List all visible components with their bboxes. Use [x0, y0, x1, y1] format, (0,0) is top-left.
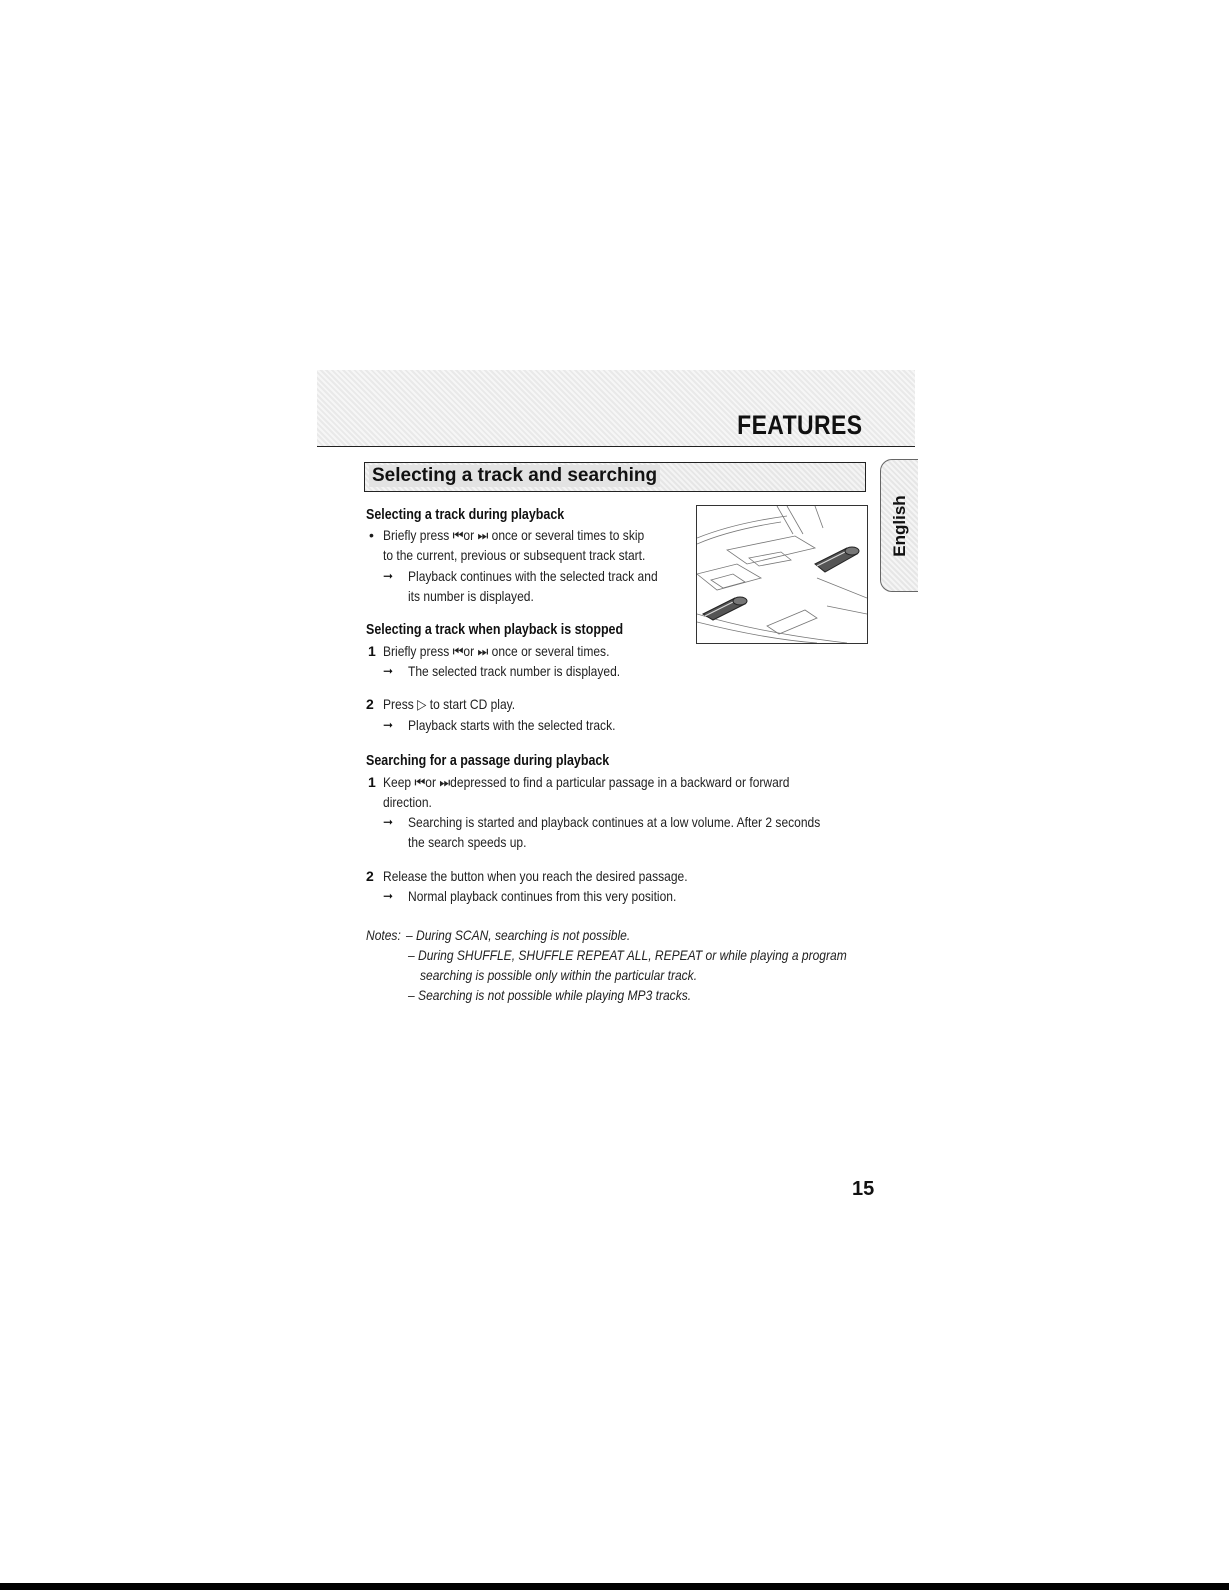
step-text: Briefly press ⏮or ⏭ once or several times. [383, 643, 610, 659]
subsection-heading-3: Searching for a passage during playback [366, 753, 610, 769]
page-title: FEATURES [737, 410, 863, 440]
language-tab-label: English [889, 494, 909, 557]
result-text-line2: its number is displayed. [408, 588, 534, 604]
result-arrow-icon: ➞ [383, 889, 394, 903]
step-number: 2 [366, 696, 374, 712]
step-number: 2 [366, 868, 374, 884]
player-buttons-illustration [696, 505, 868, 644]
step-text: Press ▷ to start CD play. [383, 696, 516, 712]
note-line: – During SCAN, searching is not possible. [406, 927, 631, 943]
bottom-bar [0, 1583, 1229, 1590]
bullet-text-line1: Briefly press ⏮or ⏭ once or several times to skip [383, 527, 645, 543]
result-text-line2: the search speeds up. [408, 834, 527, 850]
step-number: 1 [368, 774, 376, 790]
subsection-heading-2: Selecting a track when playback is stopped [366, 622, 624, 638]
result-text-line1: Searching is started and playback continues at a low volume. After 2 seconds [408, 814, 821, 830]
result-text: Playback starts with the selected track. [408, 717, 616, 733]
note-line: – During SHUFFLE, SHUFFLE REPEAT ALL, REPEAT or while playing a program [408, 947, 847, 963]
player-buttons-drawing [697, 506, 867, 643]
result-text-line1: Playback continues with the selected track and [408, 568, 658, 584]
result-arrow-icon: ➞ [383, 718, 394, 732]
result-text: Normal playback continues from this very position. [408, 888, 677, 904]
section-title-box [364, 462, 866, 492]
header-rule [317, 446, 915, 447]
section-title: Selecting a track and searching [369, 465, 660, 487]
step-number: 1 [368, 643, 376, 659]
notes-label: Notes: [366, 927, 401, 943]
bullet-text-line2: to the current, previous or subsequent track start. [383, 547, 646, 563]
note-line: – Searching is not possible while playing MP3 tracks. [408, 987, 692, 1003]
page-number: 15 [852, 1178, 875, 1200]
step-text-line2: direction. [383, 794, 432, 810]
step-text: Release the button when you reach the desired passage. [383, 868, 688, 884]
note-line: searching is possible only within the particular track. [420, 967, 698, 983]
bullet-icon: • [369, 527, 374, 543]
result-arrow-icon: ➞ [383, 569, 394, 583]
language-tab [880, 459, 918, 592]
subsection-heading-1: Selecting a track during playback [366, 507, 565, 523]
step-text-line1: Keep ⏮or ⏭depressed to find a particular passage in a backward or forward [383, 774, 790, 790]
result-text: The selected track number is displayed. [408, 663, 621, 679]
result-arrow-icon: ➞ [383, 815, 394, 829]
result-arrow-icon: ➞ [383, 664, 394, 678]
